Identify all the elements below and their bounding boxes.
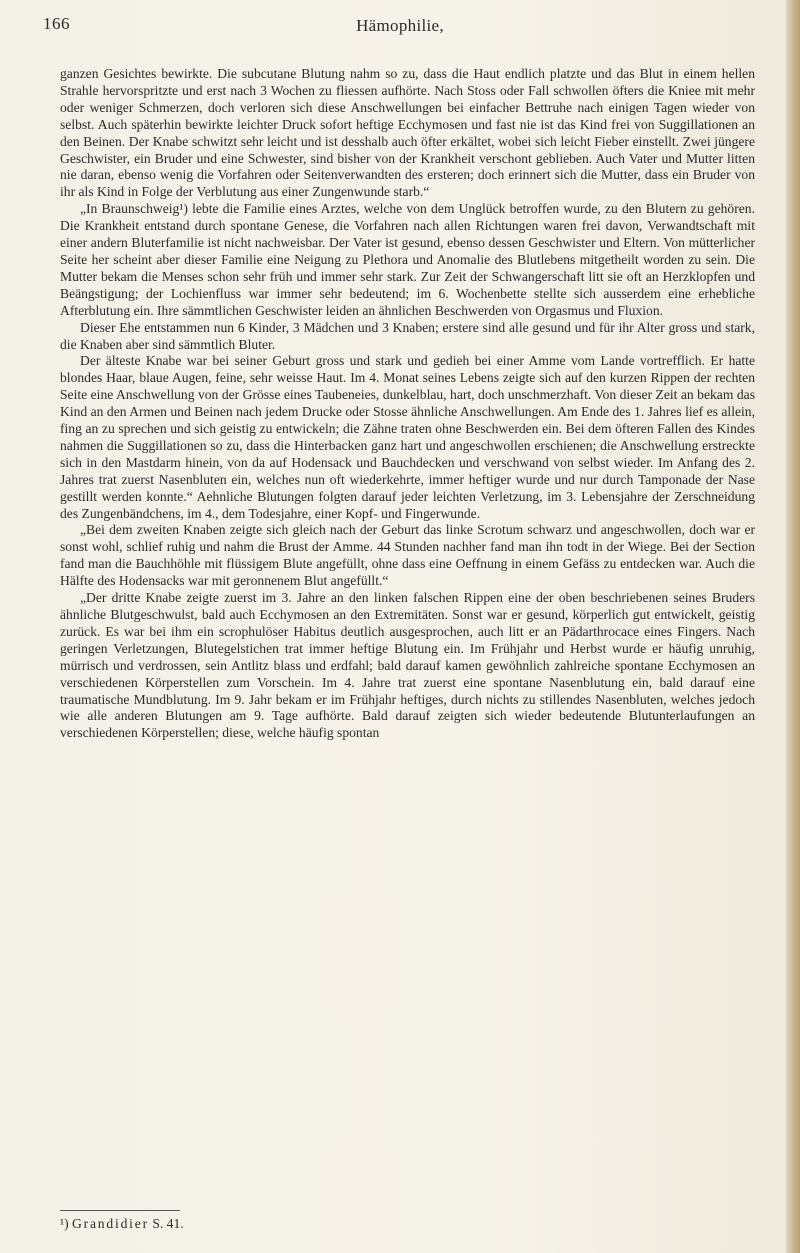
book-spine-edge	[786, 0, 800, 1253]
paragraph-6: „Der dritte Knabe zeigte zuerst im 3. Jahre an den linken falschen Rippen eine der oben beschriebenen seines Bruders ähnliche Blutgeschwulst, bald auch Ecchymosen an den Extremitäten. Sonst war er gesund, körperlich gut entwickelt, geistig zurück. Es war bei ihm ein scrophulöser Habitus deutlich ausgesprochen, auch litt er an Pädarthrocace eines Fingers. Nach geringen Verletzungen, Blutegelstichen trat immer heftige Blutung ein. Im Frühjahr und Herbst wurde er häufig unruhig, mürrisch und verdrossen, sein Antlitz blass und erdfahl; bald darauf kamen gewöhnlich zahlreiche spontane Ecchymosen an verschiedenen Körperstellen zum Vorschein. Im 4. Jahre trat zuerst eine spontane Nasenblutung ein, bald darauf eine traumatische Mundblutung. Im 9. Jahr bekam er im Frühjahr heftiges, durch nichts zu stillendes Nasenbluten, welches jedoch wie alle anderen Blutungen am 9. Tage aufhörte. Bald darauf zeigten sich wieder bedeutende Blutunterlaufungen an verschiedenen Körperstellen; diese, welche häufig spontan	[60, 590, 755, 741]
running-title: Hämophilie,	[356, 16, 444, 35]
paragraph-2: „In Braunschweig¹) lebte die Familie eines Arztes, welche von dem Unglück betroffen wurde, zu den Blutern zu gehören. Die Krankheit entstand durch spontane Genese, die Vorfahren nach allen Richtungen waren frei davon, Verwandtschaft mit einer andern Bluterfamilie ist nicht nachweisbar. Der Vater ist gesund, ebenso dessen Geschwister und Eltern. Von mütterlicher Seite her scheint aber dieser Familie eine Neigung zu Plethora und Anomalie des Blutlebens mitgetheilt worden zu sein. Die Mutter bekam die Menses schon sehr früh und immer sehr stark. Zur Zeit der Schwangerschaft litt sie oft an Herzklopfen und Beängstigung; der Lochienfluss war immer sehr bedeutend; im 6. Wochenbette stellte sich ausserdem eine erhebliche Afterblutung ein. Ihre sämmtlichen Geschwister leiden an ähnlichen Beschwerden von Orgasmus und Fluxion.	[60, 201, 755, 318]
paragraph-5: „Bei dem zweiten Knaben zeigte sich gleich nach der Geburt das linke Scrotum schwarz und angeschwollen, doch war er sonst wohl, schlief ruhig und nahm die Brust der Amme. 44 Stunden nachher fand man ihn todt in der Wiege. Bei der Section fand man die Bauchhöhle mit flüssigem Blute angefüllt, ohne dass eine Oeffnung in einem Gefäss zu entdecken war. Auch die Hälfte des Hodensacks war mit geronnenem Blut angefüllt.“	[60, 522, 755, 589]
page-number: 166	[43, 14, 70, 33]
body-text	[60, 66, 755, 742]
footnote-marker: ¹)	[60, 1216, 69, 1231]
footnote-rule	[60, 1210, 180, 1211]
paragraph-3: Dieser Ehe entstammen nun 6 Kinder, 3 Mädchen und 3 Knaben; erstere sind alle gesund und für ihr Alter gross und stark, die Knaben aber sind sämmtlich Bluter.	[60, 319, 755, 352]
footnote-author: Grandidier	[72, 1216, 149, 1231]
paragraph-4: Der älteste Knabe war bei seiner Geburt gross und stark und gedieh bei einer Amme vom Lande vortrefflich. Er hatte blondes Haar, blaue Augen, feine, sehr weisse Haut. Im 4. Monat seines Lebens zeigte sich auf den kurzen Rippen der rechten Seite eine Anschwellung von der Grösse eines Taubeneies, dunkelblau, hart, doch unschmerzhaft. Von dieser Zeit an bekam das Kind an den Armen und Beinen nach jedem Drucke oder Stosse ähnliche Anschwellungen. Am Ende des 1. Jahres lief es allein, fing an zu sprechen und sich geistig zu entwickeln; die Zähne traten ohne Beschwerden ein. Bei dem öfteren Fallen des Kindes nahmen die Suggillationen so zu, dass die Hinterbacken ganz hart und angeschwollen erschienen; die Anschwellung erstreckte sich in den Mastdarm hinein, von da auf Hodensack und Bauchdecken und verschwand von selbst wieder. Im Anfang des 2. Jahres trat zuerst Nasenbluten ein, welches nun oft wiederkehrte, immer heftiger wurde und nur durch Tamponade der Nase gestillt werden konnte.“ Aehnliche Blutungen folgten darauf jeder leichten Verletzung, im 3. Lebensjahre der Zerschneidung des Zungenbändchens, im 4., dem Todesjahre, einer Kopf- und Fingerwunde.	[60, 353, 755, 521]
footnote-ref: S. 41.	[152, 1216, 184, 1231]
footnote	[60, 1216, 184, 1232]
paragraph-1: ganzen Gesichtes bewirkte. Die subcutane Blutung nahm so zu, dass die Haut endlich platzte und das Blut in einem hellen Strahle hervorspritzte und erst nach 3 Wochen zu fliessen aufhörte. Nach Stoss oder Fall schwollen öfters die Kniee mit mehr oder weniger Schmerzen, doch verloren sich diese Anschwellungen bei einfacher Bettruhe nach einigen Tagen wieder von selbst. Auch späterhin bewirkte leichter Druck sofort heftige Ecchymosen und fast nie ist das Kind frei von Suggillationen an den Beinen. Der Knabe schwitzt sehr leicht und ist desshalb auch öfter erkältet, wobei sich leicht Fieber einstellt. Zwei jüngere Geschwister, ein Bruder und eine Schwester, sind bisher von der Krankheit verschont geblieben. Auch Vater und Mutter litten nie daran, ebenso wenig die Vorfahren oder Seitenverwandten des ersteren; doch erinnert sich die Mutter, dass ein Bruder von ihr als Kind in Folge der Verblutung aus einer Zungenwunde starb.“	[60, 66, 755, 200]
